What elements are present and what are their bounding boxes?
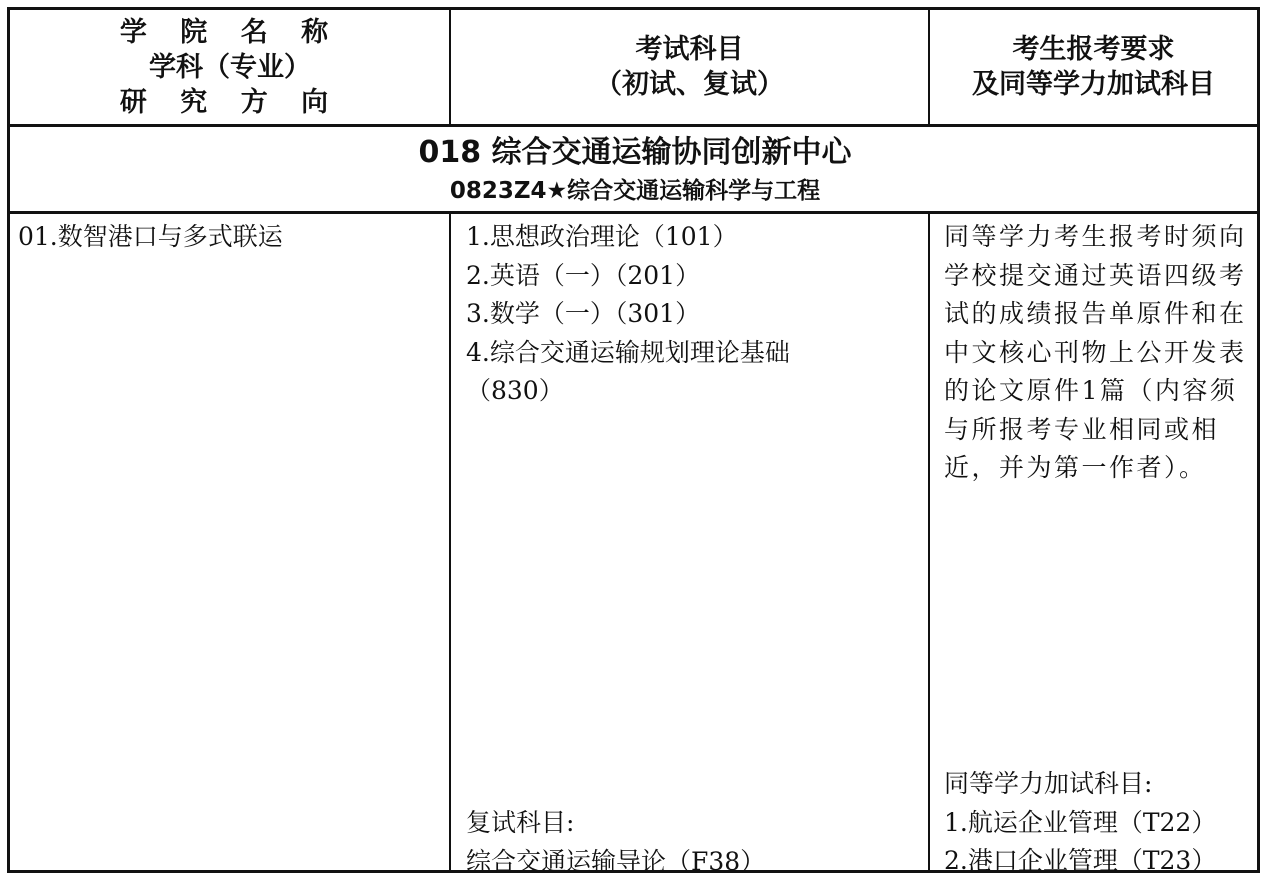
header-divider	[7, 124, 1260, 127]
header-research-direction: 研 究 方 向	[120, 85, 340, 120]
header-exam-subjects	[451, 10, 928, 124]
research-direction: 01.数智港口与多式联运	[18, 218, 283, 257]
section-subtitle: 0823Z4★综合交通运输科学与工程	[10, 175, 1260, 207]
exam-subject-item: 3.数学（一）（301）	[466, 295, 790, 334]
column-divider-2-body	[928, 211, 930, 873]
additional-exam-subjects	[944, 765, 1216, 881]
header-exam-subjects-title: 考试科目	[636, 32, 744, 67]
header-requirements-note: 及同等学力加试科目	[972, 67, 1215, 102]
equivalent-requirement: 同等学力考生报考时须向学校提交通过英语四级考试的成绩报告单原件和在中文核心刊物上公开发表的论文原件1篇（内容须与所报考专业相同或相近，并为第一作者）。	[944, 218, 1250, 488]
header-exam-subjects-note: （初试、复试）	[595, 67, 784, 102]
header-requirements-title: 考生报考要求	[1013, 32, 1175, 67]
exam-subject-list	[466, 218, 790, 411]
exam-subject-item: （830）	[466, 372, 790, 411]
retest-label: 复试科目:	[466, 804, 765, 843]
retest-subjects	[466, 804, 765, 881]
exam-subject-item: 2.英语（一）（201）	[466, 257, 790, 296]
exam-subject-item: 4.综合交通运输规划理论基础	[466, 334, 790, 373]
section-heading	[10, 131, 1260, 207]
additional-exam-item: 1.航运企业管理（T22）	[944, 804, 1216, 843]
header-major: 学科（专业）	[149, 50, 311, 85]
exam-subject-item: 1.思想政治理论（101）	[466, 218, 790, 257]
header-college-major-direction	[10, 10, 450, 124]
header-college-name: 学 院 名 称	[120, 15, 340, 50]
additional-exam-item: 2.港口企业管理（T23）	[944, 842, 1216, 881]
section-title: 018 综合交通运输协同创新中心	[10, 131, 1260, 175]
retest-subject: 综合交通运输导论（F38）	[466, 843, 765, 881]
section-divider	[7, 211, 1260, 214]
additional-exam-label: 同等学力加试科目:	[944, 765, 1216, 804]
header-requirements	[930, 10, 1257, 124]
column-divider-1-body	[449, 211, 451, 873]
